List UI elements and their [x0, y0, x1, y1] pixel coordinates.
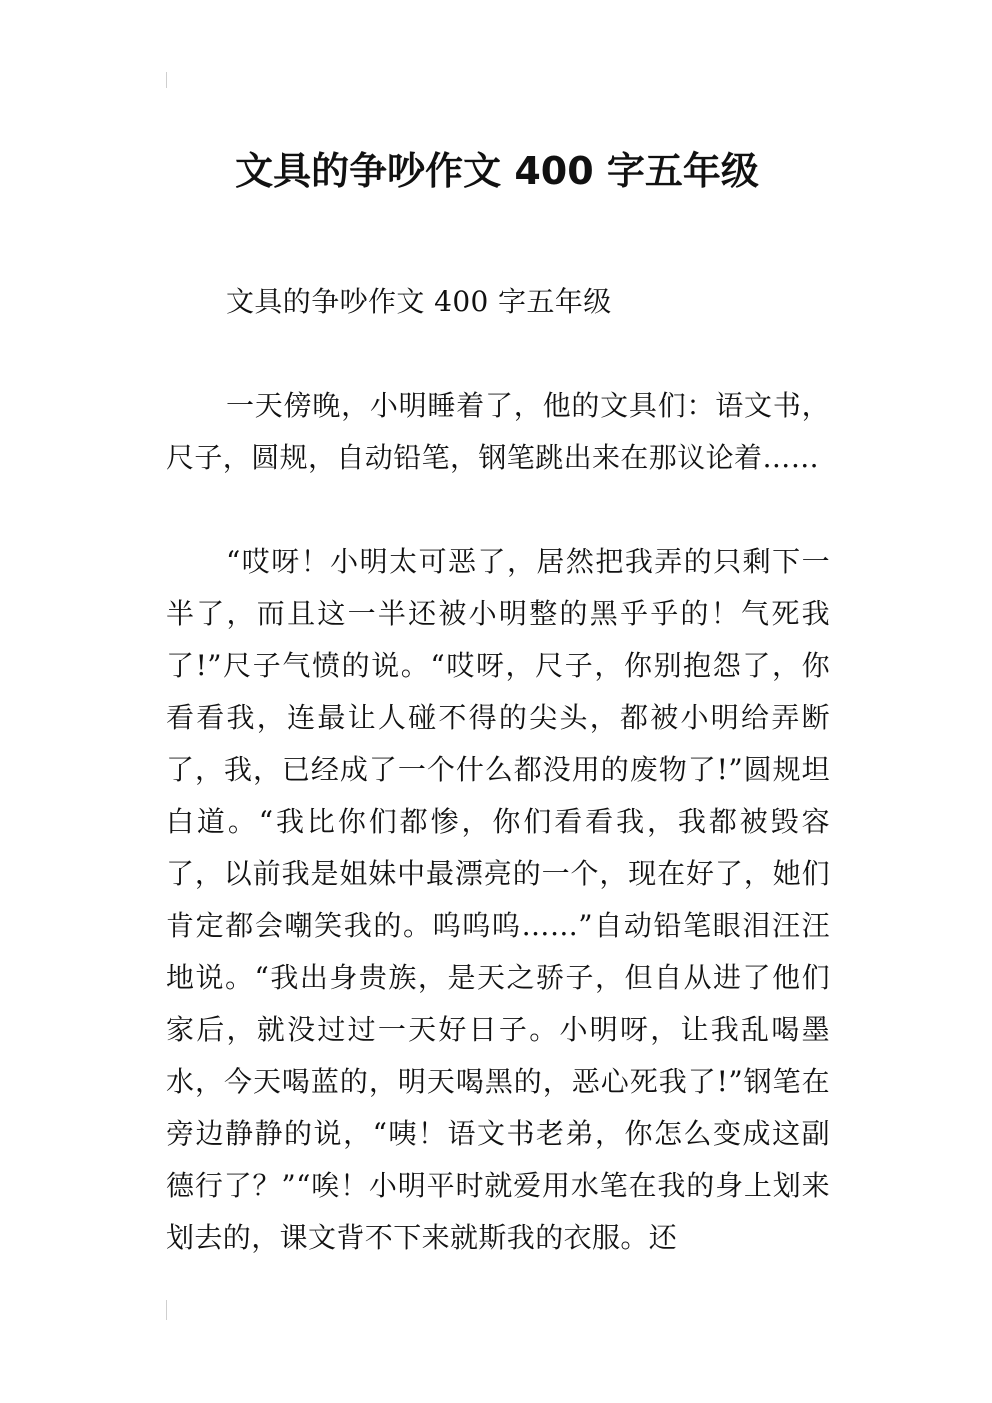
- document-subtitle: 文具的争吵作文 400 字五年级: [226, 285, 612, 318]
- document-body: [166, 276, 830, 1264]
- document-title: 文具的争吵作文 400 字五年级: [235, 149, 759, 194]
- margin-mark-bottom: [166, 1300, 167, 1320]
- paragraph-1: 一天傍晚，小明睡着了，他的文具们：语文书，尺子，圆规，自动铅笔，钢笔跳出来在那议论着……: [166, 389, 830, 474]
- margin-mark-top: [166, 72, 167, 88]
- paragraph-2: “哎呀！小明太可恶了，居然把我弄的只剩下一半了，而且这一半还被小明整的黑乎乎的！气死我了!”尺子气愤的说。“哎呀，尺子，你别抱怨了，你看看我，连最让人碰不得的尖头，都被小明给弄断了，我，已经成了一个什么都没用的废物了!”圆规坦白道。“我比你们都惨，你们看看我，我都被毁容了，以前我是姐妹中最漂亮的一个，现在好了，她们肯定都会嘲笑我的。呜呜呜……”自动铅笔眼泪汪汪地说。“我出身贵族，是天之骄子，但自从进了他们家后，就没过过一天好日子。小明呀，让我乱喝墨水，今天喝蓝的，明天喝黑的，恶心死我了!”钢笔在旁边静静的说，“咦！语文书老弟，你怎么变成这副德行了？”“唉！小明平时就爱用水笔在我的身上划来划去的，课文背不下来就斯我的衣服。还: [166, 545, 830, 1254]
